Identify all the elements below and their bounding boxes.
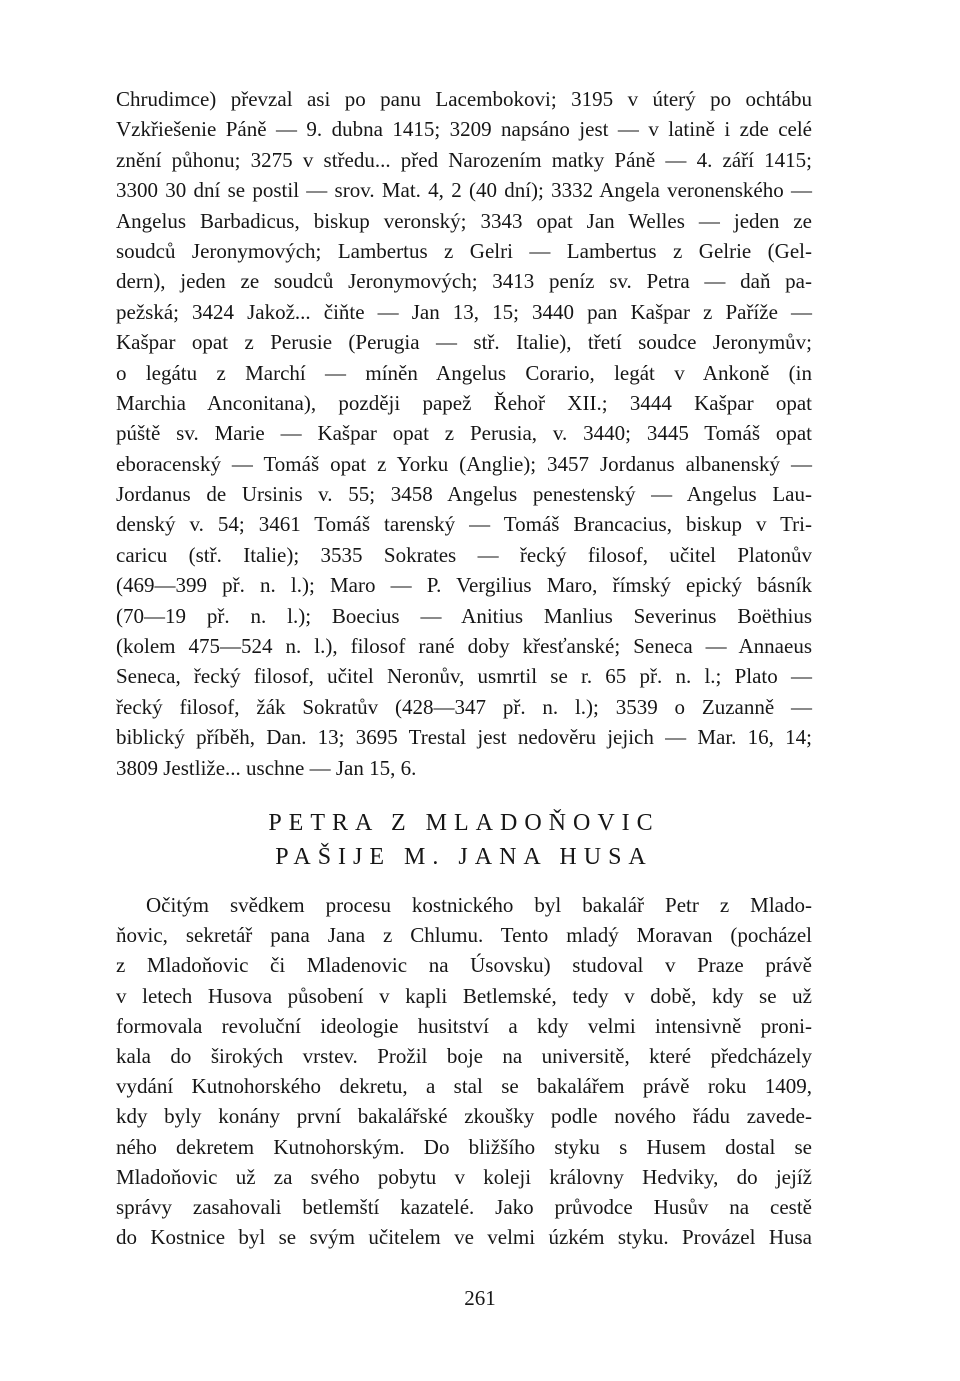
notes-line: Seneca, řecký filosof, učitel Neronův, usmrtil se r. 65 př. n. l.; Plato — <box>116 664 812 689</box>
prose-line: do Kostnice byl se svým učitelem ve velmi úzkém styku. Provázel Husa <box>116 1225 812 1250</box>
notes-line: Marchia Anconitana), později papež Řehoř XII.; 3444 Kašpar opat <box>116 390 812 415</box>
notes-line: o legátu z Marchí — míněn Angelus Corario, legát v Ankoně (in <box>116 360 812 385</box>
notes-line: znění půhonu; 3275 v středu... před Narozením matky Páně — 4. září 1415; <box>116 147 812 172</box>
notes-line: Chrudimce) převzal asi po panu Lacembokovi; 3195 v úterý po ochtábu <box>116 87 812 111</box>
chapter-title-line-1: PETRA Z MLADOŇOVIC <box>268 810 660 836</box>
notes-line: púště sv. Marie — Kašpar opat z Perusia, v. 3440; 3445 Tomáš opat <box>116 421 812 446</box>
prose-line: Mladoňovic už za svého pobytu v koleji královny Hedviky, do jejíž <box>116 1164 812 1189</box>
notes-line: 3300 30 dní se postil — srov. Mat. 4, 2 (40 dní); 3332 Angela veronenského — <box>116 178 812 203</box>
page-number: 261 <box>464 1286 496 1310</box>
prose-line: z Mladoňovic či Mladenovic na Úsovsku) studoval v Praze právě <box>116 953 812 978</box>
prose-line: ného dekretem Kutnohorským. Do bližšího styku s Husem dostal se <box>116 1134 812 1159</box>
prose-line: kdy byly konány první bakalářské zkoušky podle nového řádu zavede- <box>116 1104 812 1129</box>
prose-line: ňovic, sekretář pana Jana z Chlumu. Tento mladý Moravan (pocházel <box>116 923 812 948</box>
notes-line: Jordanus de Ursinis v. 55; 3458 Angelus penestenský — Angelus Lau- <box>116 482 812 507</box>
notes-line: biblický příběh, Dan. 13; 3695 Trestal jest nedověru jejich — Mar. 16, 14; <box>116 725 812 750</box>
notes-line: dern), jeden ze soudců Jeronymových; 3413 peníz sv. Petra — daň pa- <box>116 269 812 294</box>
notes-line: pežská; 3424 Jakož... čiňte — Jan 13, 15; 3440 pan Kašpar z Paříže — <box>116 299 812 324</box>
notes-line: (kolem 475—524 n. l.), filosof rané doby křesťanské; Seneca — Annaeus <box>116 634 812 659</box>
prose-line: vydání Kutnohorského dekretu, a stal se bakalářem právě roku 1409, <box>116 1074 812 1099</box>
chapter-title <box>116 806 812 874</box>
notes-line: eboracenský — Tomáš opat z Yorku (Anglie); 3457 Jordanus albanenský — <box>116 451 812 476</box>
notes-line: denský v. 54; 3461 Tomáš tarenský — Tomáš Brancacius, biskup v Tri- <box>116 512 812 537</box>
notes-line: Kašpar opat z Perusie (Perugia — stř. Italie), třetí soudce Jeronymův; <box>116 330 812 355</box>
notes-line: soudců Jeronymových; Lambertus z Gelri — Lambertus z Gelrie (Gel- <box>116 238 812 263</box>
notes-line: (469—399 př. n. l.); Maro — P. Vergilius Maro, římský epický básník <box>116 573 812 598</box>
notes-line: Vzkřiešenie Páně — 9. dubna 1415; 3209 napsáno jest — v latině i zde celé <box>116 117 812 142</box>
notes-line: (70—19 př. n. l.); Boecius — Anitius Manlius Severinus Boëthius <box>116 603 812 628</box>
chapter-intro-text <box>116 890 812 1252</box>
notes-line: caricu (stř. Italie); 3535 Sokrates — řecký filosof, učitel Platonův <box>116 542 812 567</box>
prose-line: správy zasahovali betlemští kazatelé. Jako průvodce Husův na cestě <box>116 1194 812 1219</box>
prose-line: kala do širokých vrstev. Prožil boje na universitě, které předcházely <box>116 1043 812 1068</box>
prose-line: formovala revoluční ideologie husitství a kdy velmi intensivně proni- <box>116 1013 812 1038</box>
chapter-title-line-2: PAŠIJE M. JANA HUSA <box>275 844 653 870</box>
prose-line: Očitým svědkem procesu kostnického byl bakalář Petr z Mlado- <box>146 893 812 917</box>
notes-line: řecký filosof, žák Sokratův (428—347 př. n. l.); 3539 o Zuzanně — <box>116 694 812 719</box>
notes-line: 3809 Jestliže... uschne — Jan 15, 6. <box>116 755 417 780</box>
notes-line: Angelus Barbadicus, biskup veronský; 3343 opat Jan Welles — jeden ze <box>116 208 812 233</box>
prose-line: v letech Husova působení v kapli Betlemské, tedy v době, kdy se už <box>116 983 812 1008</box>
explanatory-notes <box>116 84 812 783</box>
